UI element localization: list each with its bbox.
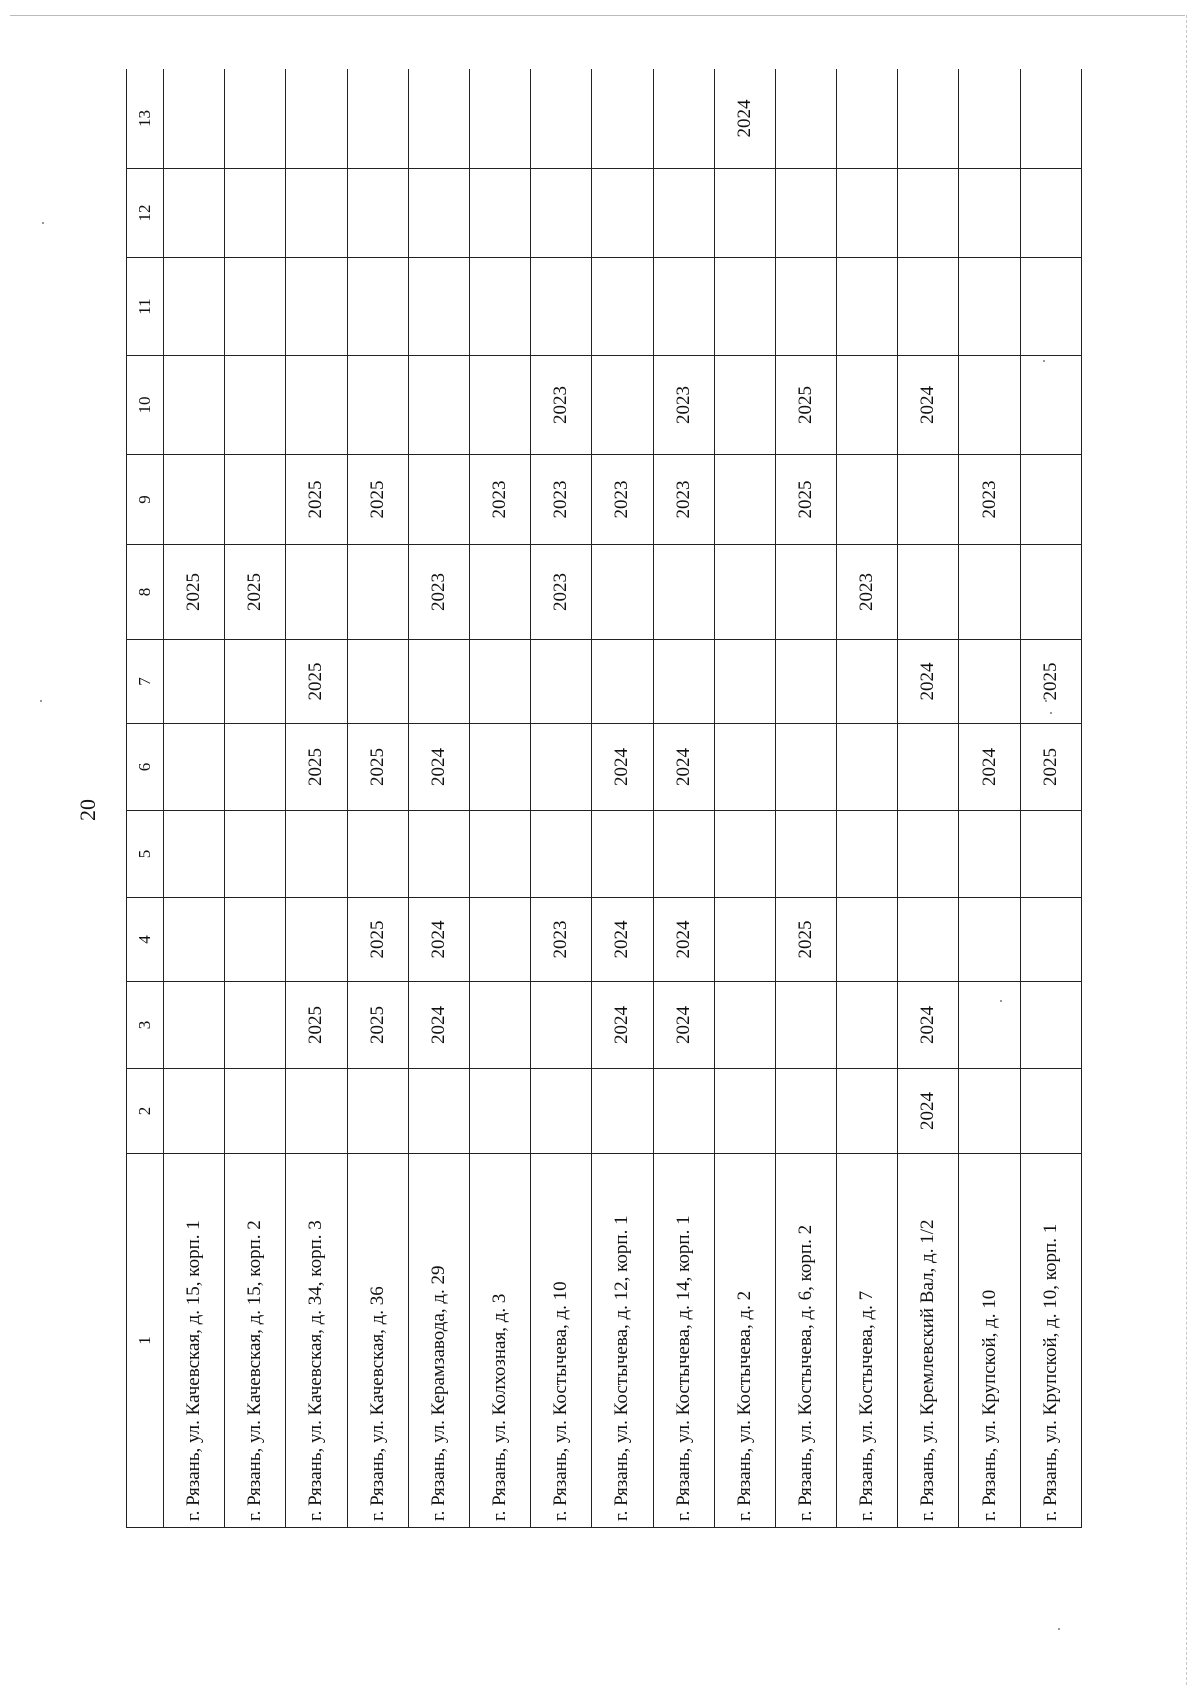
year-cell xyxy=(1020,69,1081,169)
table-row xyxy=(347,69,408,1528)
address-cell: г. Рязань, ул. Костычева, д. 14, корп. 1 xyxy=(653,1154,714,1528)
year-cell xyxy=(531,982,592,1069)
year-cell xyxy=(469,811,530,898)
address-cell: г. Рязань, ул. Костычева, д. 2 xyxy=(714,1154,775,1528)
year-cell xyxy=(225,640,286,724)
address-cell: г. Рязань, ул. Костычева, д. 7 xyxy=(837,1154,898,1528)
year-cell xyxy=(837,69,898,169)
year-cell xyxy=(286,1069,347,1154)
year-cell xyxy=(653,169,714,258)
column-header: 12 xyxy=(127,169,164,258)
year-cell xyxy=(286,69,347,169)
column-header: 2 xyxy=(127,1069,164,1154)
year-cell xyxy=(1020,258,1081,356)
year-cell xyxy=(1020,356,1081,455)
year-cell xyxy=(1020,982,1081,1069)
column-header: 5 xyxy=(127,811,164,898)
table-row xyxy=(408,69,469,1528)
table-row xyxy=(531,69,592,1528)
year-cell xyxy=(225,69,286,169)
year-cell xyxy=(531,169,592,258)
table-row xyxy=(837,69,898,1528)
year-cell: 2025 xyxy=(775,356,836,455)
year-cell xyxy=(164,356,225,455)
year-cell xyxy=(653,811,714,898)
year-cell xyxy=(347,1069,408,1154)
year-cell xyxy=(286,258,347,356)
year-cell xyxy=(959,69,1020,169)
year-cell xyxy=(898,545,959,640)
year-cell: 2024 xyxy=(898,356,959,455)
year-cell xyxy=(714,982,775,1069)
address-cell: г. Рязань, ул. Качевская, д. 36 xyxy=(347,1154,408,1528)
year-cell: 2023 xyxy=(408,545,469,640)
year-cell xyxy=(714,258,775,356)
year-cell xyxy=(225,898,286,982)
year-cell: 2024 xyxy=(959,724,1020,811)
year-cell xyxy=(347,258,408,356)
year-cell: 2025 xyxy=(1020,640,1081,724)
year-cell: 2025 xyxy=(286,982,347,1069)
year-cell xyxy=(898,169,959,258)
column-header: 10 xyxy=(127,356,164,455)
year-cell: 2024 xyxy=(592,724,653,811)
address-cell: г. Рязань, ул. Колхозная, д. 3 xyxy=(469,1154,530,1528)
year-cell: 2025 xyxy=(286,455,347,545)
year-cell: 2024 xyxy=(653,724,714,811)
year-cell xyxy=(959,169,1020,258)
year-cell xyxy=(898,69,959,169)
year-cell xyxy=(714,898,775,982)
year-cell: 2023 xyxy=(959,455,1020,545)
year-cell: 2023 xyxy=(653,455,714,545)
column-header: 6 xyxy=(127,724,164,811)
table-frame xyxy=(126,69,1082,1528)
year-cell: 2024 xyxy=(408,898,469,982)
table-body xyxy=(127,69,1082,1528)
year-cell: 2024 xyxy=(898,640,959,724)
year-cell xyxy=(164,982,225,1069)
year-cell xyxy=(347,356,408,455)
year-cell xyxy=(531,1069,592,1154)
year-cell xyxy=(775,811,836,898)
year-cell xyxy=(714,1069,775,1154)
table-row xyxy=(775,69,836,1528)
address-cell: г. Рязань, ул. Костычева, д. 10 xyxy=(531,1154,592,1528)
scan-edge-right xyxy=(1186,15,1187,1685)
year-cell xyxy=(653,640,714,724)
column-header: 8 xyxy=(127,545,164,640)
year-cell xyxy=(959,982,1020,1069)
year-cell xyxy=(1020,545,1081,640)
year-cell xyxy=(714,724,775,811)
year-cell: 2023 xyxy=(592,455,653,545)
year-cell: 2025 xyxy=(286,640,347,724)
year-cell: 2025 xyxy=(225,545,286,640)
year-cell xyxy=(837,258,898,356)
year-cell xyxy=(469,982,530,1069)
year-cell xyxy=(164,1069,225,1154)
scan-speck xyxy=(42,222,44,224)
year-cell xyxy=(408,455,469,545)
year-cell xyxy=(898,258,959,356)
year-cell: 2025 xyxy=(286,724,347,811)
year-cell: 2024 xyxy=(714,69,775,169)
year-cell xyxy=(1020,811,1081,898)
year-cell xyxy=(592,69,653,169)
year-cell xyxy=(225,1069,286,1154)
column-header: 11 xyxy=(127,258,164,356)
year-cell: 2023 xyxy=(469,455,530,545)
table-row xyxy=(714,69,775,1528)
year-cell xyxy=(286,811,347,898)
table-row xyxy=(898,69,959,1528)
year-cell: 2023 xyxy=(531,898,592,982)
year-cell xyxy=(164,258,225,356)
year-cell xyxy=(469,545,530,640)
table-row xyxy=(1020,69,1081,1528)
year-cell xyxy=(592,356,653,455)
year-cell xyxy=(408,69,469,169)
year-cell xyxy=(959,258,1020,356)
column-header: 1 xyxy=(127,1154,164,1528)
year-cell xyxy=(1020,455,1081,545)
year-cell xyxy=(959,640,1020,724)
year-cell: 2024 xyxy=(408,982,469,1069)
table-row xyxy=(469,69,530,1528)
address-cell: г. Рязань, ул. Керамзавода, д. 29 xyxy=(408,1154,469,1528)
year-cell xyxy=(225,455,286,545)
year-cell xyxy=(959,356,1020,455)
year-cell xyxy=(225,169,286,258)
year-cell xyxy=(898,811,959,898)
year-cell: 2024 xyxy=(653,982,714,1069)
year-cell: 2025 xyxy=(164,545,225,640)
scan-speck xyxy=(1058,1628,1060,1630)
year-cell xyxy=(347,545,408,640)
year-cell: 2023 xyxy=(837,545,898,640)
year-cell: 2025 xyxy=(1020,724,1081,811)
year-cell: 2024 xyxy=(898,982,959,1069)
year-cell xyxy=(469,258,530,356)
year-cell xyxy=(592,811,653,898)
scan-speck xyxy=(40,700,42,702)
year-cell xyxy=(714,356,775,455)
year-cell xyxy=(592,258,653,356)
column-header: 7 xyxy=(127,640,164,724)
year-cell xyxy=(225,258,286,356)
year-cell: 2024 xyxy=(408,724,469,811)
year-cell xyxy=(469,1069,530,1154)
year-cell: 2025 xyxy=(775,455,836,545)
year-cell xyxy=(347,640,408,724)
year-cell xyxy=(898,455,959,545)
year-cell xyxy=(714,169,775,258)
year-cell xyxy=(837,356,898,455)
year-cell xyxy=(225,982,286,1069)
year-cell xyxy=(347,69,408,169)
address-cell: г. Рязань, ул. Качевская, д. 15, корп. 1 xyxy=(164,1154,225,1528)
year-cell: 2024 xyxy=(592,982,653,1069)
year-cell xyxy=(775,258,836,356)
year-cell xyxy=(592,545,653,640)
year-cell xyxy=(837,898,898,982)
year-cell: 2024 xyxy=(653,898,714,982)
year-cell xyxy=(592,169,653,258)
year-cell xyxy=(714,811,775,898)
year-cell xyxy=(775,69,836,169)
year-cell xyxy=(469,69,530,169)
year-cell xyxy=(286,356,347,455)
year-cell xyxy=(775,724,836,811)
year-cell: 2024 xyxy=(898,1069,959,1154)
year-cell xyxy=(837,811,898,898)
address-cell: г. Рязань, ул. Костычева, д. 12, корп. 1 xyxy=(592,1154,653,1528)
year-cell xyxy=(225,724,286,811)
year-cell xyxy=(408,1069,469,1154)
rotated-table-area xyxy=(126,69,1082,1528)
year-cell: 2025 xyxy=(347,898,408,982)
column-header: 3 xyxy=(127,982,164,1069)
year-cell: 2023 xyxy=(531,356,592,455)
year-cell xyxy=(837,1069,898,1154)
year-cell xyxy=(592,1069,653,1154)
column-header: 9 xyxy=(127,455,164,545)
address-cell: г. Рязань, ул. Качевская, д. 34, корп. 3 xyxy=(286,1154,347,1528)
table-row xyxy=(286,69,347,1528)
year-cell xyxy=(837,640,898,724)
year-cell xyxy=(469,724,530,811)
scan-edge-top xyxy=(10,15,1185,16)
year-cell xyxy=(225,811,286,898)
year-cell xyxy=(286,898,347,982)
year-cell xyxy=(164,811,225,898)
year-cell xyxy=(164,898,225,982)
year-cell xyxy=(164,169,225,258)
year-cell xyxy=(653,69,714,169)
year-cell xyxy=(959,811,1020,898)
year-cell xyxy=(164,724,225,811)
year-cell xyxy=(531,258,592,356)
year-cell xyxy=(164,455,225,545)
year-cell xyxy=(408,169,469,258)
year-cell xyxy=(469,640,530,724)
table-row xyxy=(653,69,714,1528)
year-cell xyxy=(592,640,653,724)
year-cell xyxy=(347,811,408,898)
year-cell xyxy=(837,724,898,811)
year-cell xyxy=(164,640,225,724)
year-cell xyxy=(653,545,714,640)
year-cell xyxy=(286,545,347,640)
header-row xyxy=(127,69,164,1528)
year-cell xyxy=(408,258,469,356)
year-cell xyxy=(837,982,898,1069)
year-cell xyxy=(531,640,592,724)
address-cell: г. Рязань, ул. Кремлевский Вал, д. 1/2 xyxy=(898,1154,959,1528)
year-cell xyxy=(1020,169,1081,258)
year-cell xyxy=(775,169,836,258)
year-cell xyxy=(1020,898,1081,982)
year-cell xyxy=(225,356,286,455)
year-cell xyxy=(408,356,469,455)
year-cell xyxy=(775,545,836,640)
year-cell: 2025 xyxy=(347,724,408,811)
year-cell xyxy=(469,356,530,455)
year-cell xyxy=(469,169,530,258)
table-row xyxy=(225,69,286,1528)
year-cell xyxy=(714,640,775,724)
year-cell xyxy=(775,982,836,1069)
year-cell xyxy=(653,258,714,356)
address-cell: г. Рязань, ул. Качевская, д. 15, корп. 2 xyxy=(225,1154,286,1528)
table-row xyxy=(164,69,225,1528)
year-cell xyxy=(959,898,1020,982)
year-cell xyxy=(714,455,775,545)
page-number: 20 xyxy=(75,799,100,821)
year-cell: 2023 xyxy=(531,455,592,545)
year-cell xyxy=(469,898,530,982)
schedule-table xyxy=(126,69,1082,1528)
address-cell: г. Рязань, ул. Крупской, д. 10, корп. 1 xyxy=(1020,1154,1081,1528)
year-cell xyxy=(898,724,959,811)
year-cell: 2025 xyxy=(347,982,408,1069)
year-cell xyxy=(347,169,408,258)
column-header: 13 xyxy=(127,69,164,169)
year-cell xyxy=(898,898,959,982)
year-cell xyxy=(164,69,225,169)
table-row xyxy=(959,69,1020,1528)
year-cell xyxy=(775,1069,836,1154)
address-cell: г. Рязань, ул. Костычева, д. 6, корп. 2 xyxy=(775,1154,836,1528)
year-cell: 2023 xyxy=(531,545,592,640)
column-header: 4 xyxy=(127,898,164,982)
year-cell xyxy=(531,69,592,169)
year-cell: 2025 xyxy=(775,898,836,982)
year-cell xyxy=(959,545,1020,640)
year-cell xyxy=(959,1069,1020,1154)
address-cell: г. Рязань, ул. Крупской, д. 10 xyxy=(959,1154,1020,1528)
year-cell xyxy=(837,169,898,258)
year-cell: 2023 xyxy=(653,356,714,455)
year-cell xyxy=(408,811,469,898)
year-cell xyxy=(653,1069,714,1154)
table-row xyxy=(592,69,653,1528)
year-cell xyxy=(408,640,469,724)
year-cell xyxy=(1020,1069,1081,1154)
year-cell xyxy=(531,811,592,898)
year-cell: 2025 xyxy=(347,455,408,545)
year-cell xyxy=(531,724,592,811)
year-cell xyxy=(714,545,775,640)
year-cell xyxy=(286,169,347,258)
year-cell: 2024 xyxy=(592,898,653,982)
year-cell xyxy=(775,640,836,724)
year-cell xyxy=(837,455,898,545)
